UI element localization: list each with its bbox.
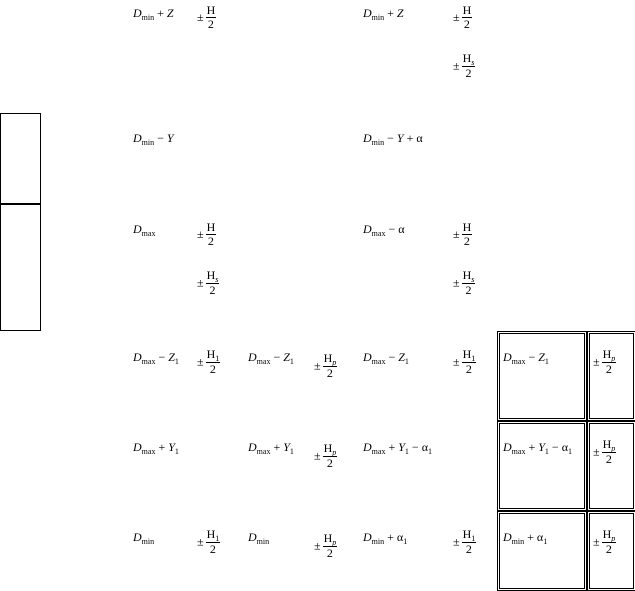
expr-dmin-plus-z-b: $D_{min} + Z$ [363, 6, 404, 22]
expr-dmax-plus-y1-minus-alpha1: $D_{max} + Y_1 - \alpha_1$ [363, 440, 432, 456]
box-row4-expr [497, 331, 587, 421]
tol-hs-half-r3b: ± $\frac{H_s}{2}$ [453, 268, 475, 297]
expr-dmax-plus-y1-minus-alpha1-boxed: $D_{max} + Y_1 - \alpha_1$ [503, 440, 572, 456]
box-row4-tol [587, 331, 635, 421]
box-row6-expr [497, 511, 587, 591]
tol-h-half-r3: ± $\frac{H}{2}$ [197, 220, 216, 248]
tol-hp-half-r5: ± $\frac{H_p}{2}$ [314, 441, 337, 470]
expr-dmin-plus-alpha1: $D_{min} + \alpha_1$ [363, 530, 408, 546]
tol-h1-half-r6b: ± $\frac{H_1}{2}$ [453, 527, 476, 556]
expr-dmin-plus-z: $D_{min} + Z$ [133, 6, 174, 22]
expr-dmin-minus-y-plus-alpha: $D_{min} - Y + \alpha$ [363, 131, 423, 147]
expr-dmax-plus-y1: $D_{max} + Y_1$ [133, 440, 179, 456]
tol-h1-half-r6: ± $\frac{H_1}{2}$ [197, 527, 220, 556]
expr-dmin-r6-c2: $D_{min}$ [248, 530, 270, 546]
tol-hs-half-b: ± $\frac{H_s}{2}$ [453, 51, 475, 80]
tol-hp-half-r6: ± $\frac{H_p}{2}$ [314, 531, 337, 560]
expr-dmax-minus-z1: $D_{max} - Z_1$ [133, 350, 179, 366]
tol-hs-half-r3: ± $\frac{H_s}{2}$ [197, 268, 219, 297]
box-row5-tol [587, 421, 635, 511]
tol-h1-half-r4: ± $\frac{H_1}{2}$ [197, 347, 220, 376]
expr-dmin-r6: $D_{min}$ [133, 530, 155, 546]
expr-dmax-minus-alpha: $D_{max} - \alpha$ [363, 222, 405, 238]
tol-h-half-r3b: ± $\frac{H}{2}$ [453, 220, 472, 248]
tol-hp-half-r5-boxed: ± $\frac{H_p}{2}$ [593, 437, 616, 466]
tol-hp-half-r4-boxed: ± $\frac{H_p}{2}$ [593, 347, 616, 376]
expr-dmax-minus-z1-c3: $D_{max} - Z_1$ [363, 350, 409, 366]
expr-dmax-minus-z1-boxed: $D_{max} - Z_1$ [503, 350, 549, 366]
tol-hp-half-r4: ± $\frac{H_p}{2}$ [314, 351, 337, 380]
expr-dmin-plus-alpha1-boxed: $D_{min} + \alpha_1$ [503, 530, 548, 546]
tol-h1-half-r4b: ± $\frac{H_1}{2}$ [453, 347, 476, 376]
expr-dmin-minus-y: $D_{min} - Y$ [133, 131, 174, 147]
left-frame-bottom [0, 203, 41, 331]
expr-dmax-plus-y1-c2: $D_{max} + Y_1$ [248, 440, 294, 456]
tol-hp-half-r6-boxed: ± $\frac{H_p}{2}$ [593, 527, 616, 556]
box-row5-expr [497, 421, 587, 511]
tol-h-half-b: ± $\frac{H}{2}$ [453, 3, 472, 31]
tol-h-half: ± $\frac{H}{2}$ [197, 3, 216, 31]
expr-dmax: $D_{max}$ [133, 222, 156, 238]
expr-dmax-minus-z1-c2: $D_{max} - Z_1$ [248, 350, 294, 366]
left-frame-top [0, 113, 41, 205]
